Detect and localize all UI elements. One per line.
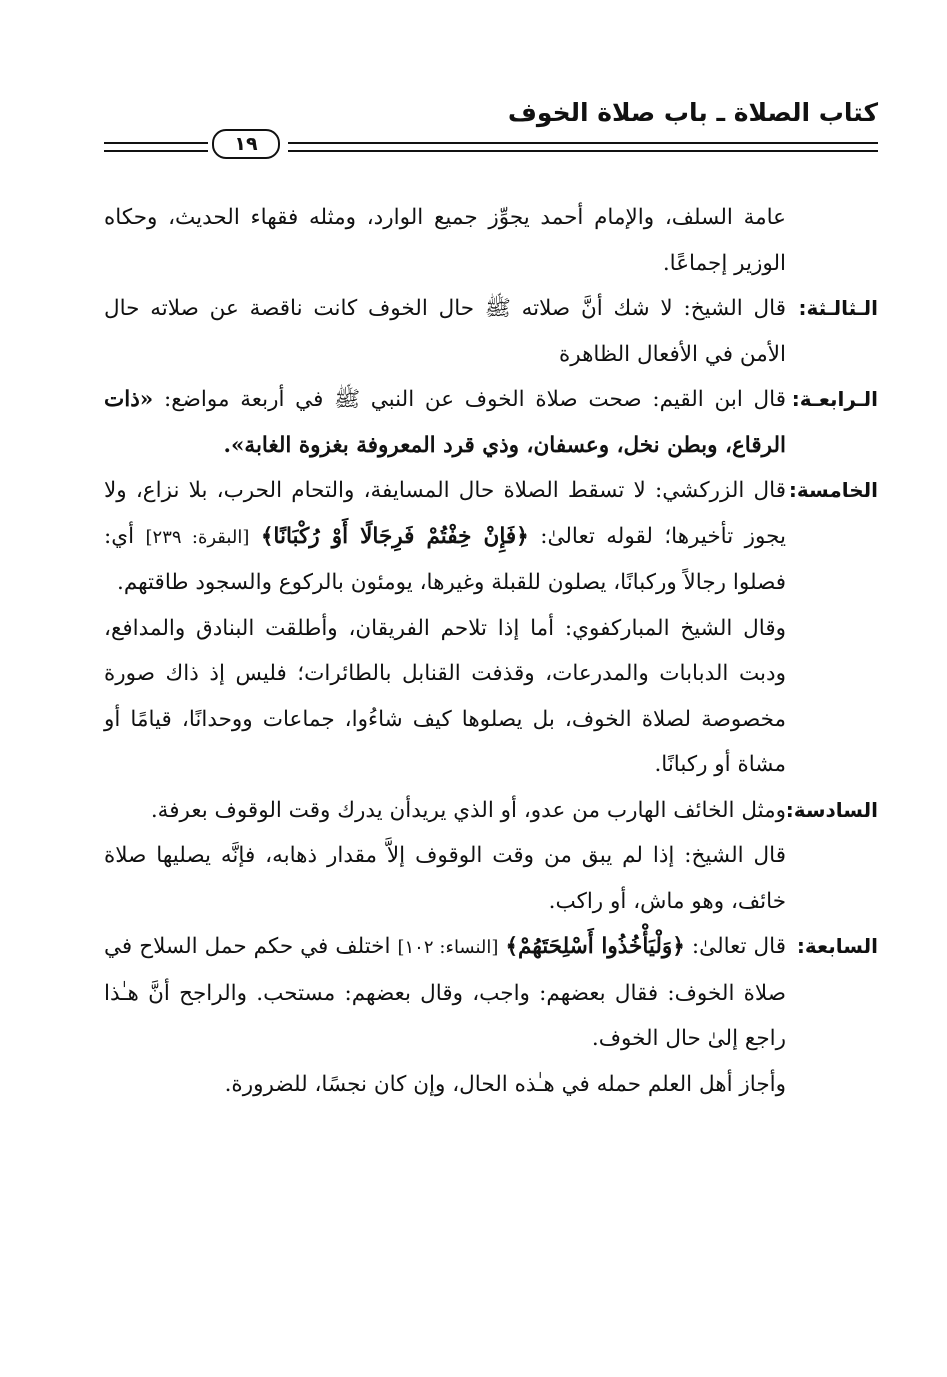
paragraph xyxy=(104,924,786,1062)
entry-label: الـثالـثة: xyxy=(798,296,878,320)
entry-label: السادسة: xyxy=(785,797,878,822)
verse-reference: [البقرة: ٢٣٩] xyxy=(145,526,250,548)
entry-fourth xyxy=(104,377,878,468)
paragraph xyxy=(104,468,786,606)
running-header xyxy=(104,98,878,160)
header-rule-left-top xyxy=(104,142,208,144)
entry-seventh xyxy=(104,924,878,1107)
entry-body xyxy=(104,468,786,788)
entry-body xyxy=(104,788,786,925)
header-rule-right-bottom xyxy=(288,150,878,152)
entry-third xyxy=(104,286,878,377)
paragraph: قال الشيخ: إذا لم يبق من وقت الوقوف إلاَّ مقدار ذهابه، فإنَّه يصليها صلاة خائف، وهو ماش، أو راكب. xyxy=(104,843,786,914)
entry-sixth xyxy=(104,788,878,925)
paragraph-text: اختلف في حكم حمل السلاح في صلاة الخوف: فقال بعضهم: واجب، وقال بعضهم: مستحب. والراجح أنَّ هـٰذا راجع إلىٰ حال الخوف. xyxy=(104,934,786,1051)
page-number: ١٩ xyxy=(212,129,280,159)
entry-label: السابعة: xyxy=(796,934,878,958)
paragraph: ومثل الخائف الهارب من عدو، أو الذي يريدأن يدرك وقت الوقوف بعرفة. xyxy=(150,797,786,823)
header-rule-left-bottom xyxy=(104,150,208,152)
paragraph xyxy=(104,377,786,468)
quran-verse: ﴿وَلْيَأْخُذُوا أَسْلِحَتَهُمْ﴾ xyxy=(505,934,685,959)
entry-body xyxy=(104,195,786,286)
entry-body xyxy=(104,924,786,1107)
entry-label: الـرابعـة: xyxy=(791,387,878,411)
entry-fifth xyxy=(104,468,878,788)
entry-continuation xyxy=(104,195,878,286)
header-rule-right-top xyxy=(288,142,878,144)
paragraph: قال الشيخ: لا شك أنَّ صلاته ﷺ حال الخوف كانت ناقصة عن صلاته حال الأمن في الأفعال الظاهرة xyxy=(104,296,786,367)
page-body xyxy=(104,195,878,1107)
paragraph-text: قال الزركشي: لا تسقط الصلاة حال المسايفة، والتحام الحرب، بلا نزاع، ولا يجوز تأخيرها؛ لقوله تعالىٰ: xyxy=(104,478,787,549)
paragraph: وقال الشيخ المباركفوي: أما إذا تلاحم الفريقان، وأطلقت البنادق والمدافع، ودبت الدبابات والمدرعات، وقذفت القنابل بالطائرات؛ فليس إذ ذاك صورة مخصوصة لصلاة الخوف، بل يصلوها كيف شاءُوا، جماعات ووحدانًا، قيامًا أو مشاة أو ركبانًا. xyxy=(104,615,786,777)
paragraph: عامة السلف، والإمام أحمد يجوِّز جميع الوارد، ومثله فقهاء الحديث، وحكاه الوزير إجماعًا. xyxy=(104,205,786,276)
entry-body xyxy=(104,286,786,377)
verse-reference: [النساء: ١٠٢] xyxy=(397,937,499,958)
quran-verse: ﴿فَإِنْ خِفْتُمْ فَرِجَالًا أَوْ رُكْبَانًا﴾ xyxy=(260,523,529,549)
paragraph-text: أي: فصلوا رجالاً وركبانًا، يصلون للقبلة وغيرها، يومئون بالركوع والسجود طاقتهم. xyxy=(104,523,786,595)
entry-label-empty xyxy=(786,195,878,286)
bold-quote: «ذات الرقاع، وبطن نخل، وعسفان، وذي قرد المعروفة بغزوة الغابة». xyxy=(104,387,786,458)
entry-body xyxy=(104,377,786,468)
book-title: كتاب الصلاة ـ باب صلاة الخوف xyxy=(507,98,878,127)
paragraph-text: قال تعالىٰ: xyxy=(691,934,786,959)
paragraph: وأجاز أهل العلم حمله في هـٰذه الحال، وإن كان نجسًا، للضرورة. xyxy=(224,1071,786,1097)
entry-label: الخامسة: xyxy=(788,478,878,502)
paragraph-text: قال ابن القيم: صحت صلاة الخوف عن النبي ﷺ في أربعة مواضع: xyxy=(163,387,786,412)
